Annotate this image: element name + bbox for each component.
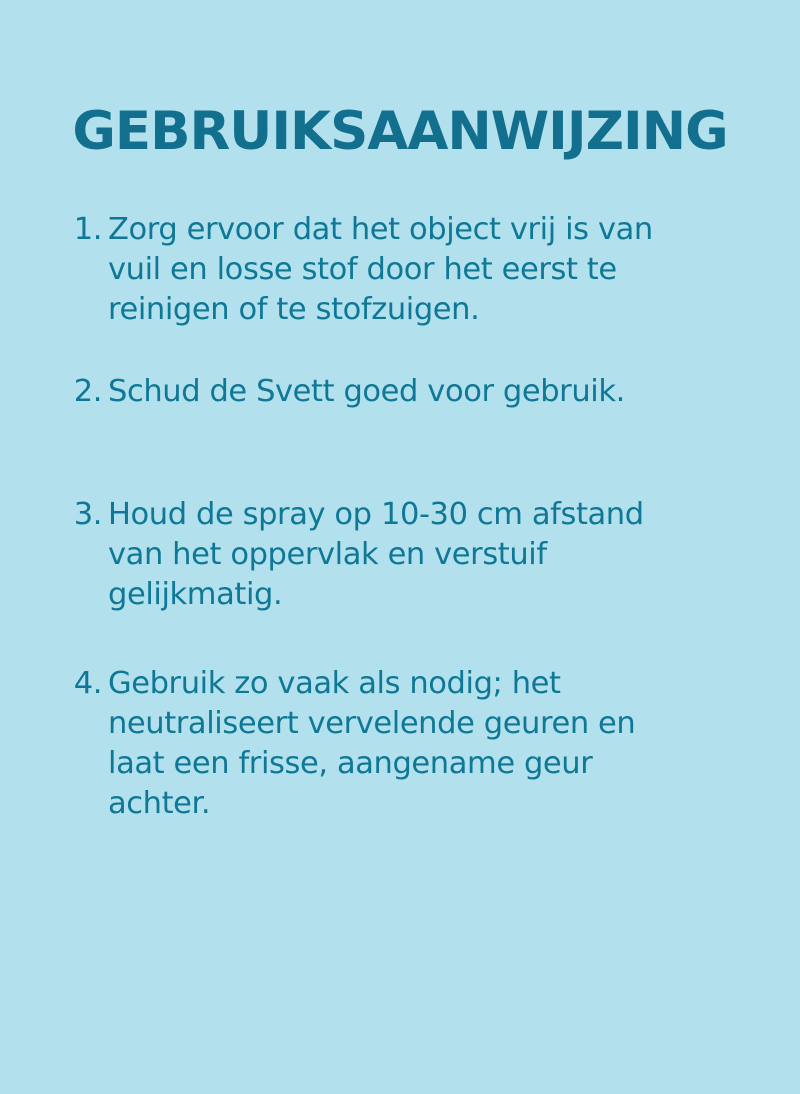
step-text-line: Gebruik zo vaak als nodig; het [108, 666, 561, 701]
step-number: 2. [73, 374, 102, 409]
step-text-line: vuil en losse stof door het eerst te [108, 252, 617, 287]
step-text-line: neutraliseert vervelende geuren en [108, 706, 636, 741]
step-text-line: gelijkmatig. [108, 577, 283, 612]
step-number: 1. [73, 212, 102, 247]
step-number: 3. [73, 497, 102, 532]
step-text-line: van het oppervlak en verstuif [108, 537, 547, 572]
step-text [108, 495, 748, 615]
step-text [108, 664, 748, 824]
step-text-line: achter. [108, 786, 211, 821]
step-text-line: Houd de spray op 10-30 cm afstand [108, 497, 644, 532]
step-text-line: Zorg ervoor dat het object vrij is van [108, 212, 653, 247]
step-text [108, 372, 748, 412]
step-text-line: reinigen of te stofzuigen. [108, 292, 480, 327]
page-title: GEBRUIKSAANWIJZING [72, 101, 728, 162]
step-text-line: laat een frisse, aangename geur [108, 746, 593, 781]
step-text-line: Schud de Svett goed voor gebruik. [108, 374, 625, 409]
step-number: 4. [73, 666, 102, 701]
step-text [108, 210, 748, 330]
